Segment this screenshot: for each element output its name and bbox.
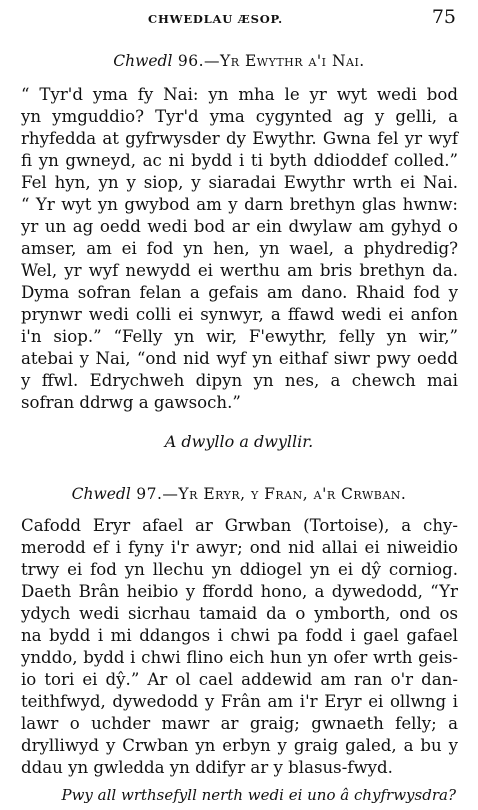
fable-96-line: prynwr wedi colli ei synwyr, a ffawd wedi ei anfon	[21, 305, 458, 324]
fable-97-line: lawr o uchder mawr ar graig; gwnaeth felly; a	[21, 714, 458, 733]
page-number: 75	[431, 6, 456, 28]
running-header	[0, 6, 478, 30]
fable-97-line: ydych wedi sicrhau tamaid da o ymborth, ond os	[21, 604, 458, 623]
fable-96-line: atebai y Nai, “ond nid wyf yn eithaf siwr pwy oedd	[21, 349, 458, 368]
fable-96-line: y ffwl. Edrychweh dipyn yn nes, a chewch mai	[21, 371, 458, 390]
fable-96-title-prefix: Chwedl	[113, 52, 173, 70]
fable-97-title	[0, 485, 478, 503]
fable-96-line: yn ymguddio? Tyr'd yma cygynted ag y gelli, a	[21, 107, 458, 126]
fable-97-line: ddau yn gwledda yn ddifyr ar y blasus-fwyd.	[21, 758, 393, 777]
fable-97-title-prefix: Chwedl	[71, 485, 131, 503]
fable-97-line: merodd ef i fyny i'r awyr; ond nid allai ei niweidio	[21, 538, 458, 557]
fable-96-line: rhyfedda at gyfrwysder dy Ewythr. Gwna fel yr wyf	[21, 129, 458, 148]
fable-97-title-text: 97.—Yr Eryr, y Fran, a'r Crwban.	[130, 485, 407, 503]
fable-96-line: sofran ddrwg a gawsoch.”	[21, 393, 241, 412]
fable-96-title	[0, 52, 478, 70]
fable-97-line: teithfwyd, dywedodd y Frân am i'r Eryr ei ollwng i	[21, 692, 458, 711]
fable-96-line: Fel hyn, yn y siop, y siaradai Ewythr wrth ei Nai.	[21, 173, 458, 192]
fable-97-line: na bydd i mi ddangos i chwi pa fodd i gael gafael	[21, 626, 458, 645]
fable-97-line: ynddo, bydd i chwi flino eich hun yn ofer wrth geis-	[21, 648, 458, 667]
fable-96-line: “ Yr wyt yn gwybod am y darn brethyn glas hwnw:	[21, 195, 458, 214]
fable-96-line: amser, am ei fod yn hen, yn wael, a phydredig?	[21, 239, 458, 258]
fable-97-moral: Pwy all wrthsefyll nerth wedi ei uno â chyfrwysdra?	[61, 786, 456, 804]
fable-96-line: fi yn gwneyd, ac ni bydd i ti byth ddioddef colled.”	[21, 151, 458, 170]
fable-96-title-text: 96.—Yr Ewythr a'i Nai.	[172, 52, 365, 70]
fable-96-line: Dyma sofran felan a gefais am dano. Rhaid fod y	[21, 283, 458, 302]
fable-96-line: “ Tyr'd yma fy Nai: yn mha le yr wyt wedi bod	[21, 85, 458, 104]
running-title: CHWEDLAU ÆSOP.	[148, 12, 283, 26]
fable-97-line: drylliwyd y Crwban yn erbyn y graig galed, a bu y	[21, 736, 458, 755]
fable-96-line: Wel, yr wyf newydd ei werthu am bris brethyn da.	[21, 261, 458, 280]
fable-97-line: trwy ei fod yn llechu yn ddiogel yn ei dŷ corniog.	[21, 560, 458, 579]
fable-96-line: i'n siop.” “Felly yn wir, F'ewythr, felly yn wir,”	[21, 327, 458, 346]
fable-96-moral: A dwyllo a dwyllir.	[164, 432, 314, 451]
fable-96-line: yr un ag oedd wedi bod ar ein dwylaw am gyhyd o	[21, 217, 458, 236]
fable-97-line: Cafodd Eryr afael ar Grwban (Tortoise), a chy-	[21, 516, 458, 535]
fable-97-line: io tori ei dŷ.” Ar ol cael addewid am ran o'r dan-	[21, 670, 458, 689]
fable-97-line: Daeth Brân heibio y ffordd hono, a dywedodd, “Yr	[21, 582, 458, 601]
